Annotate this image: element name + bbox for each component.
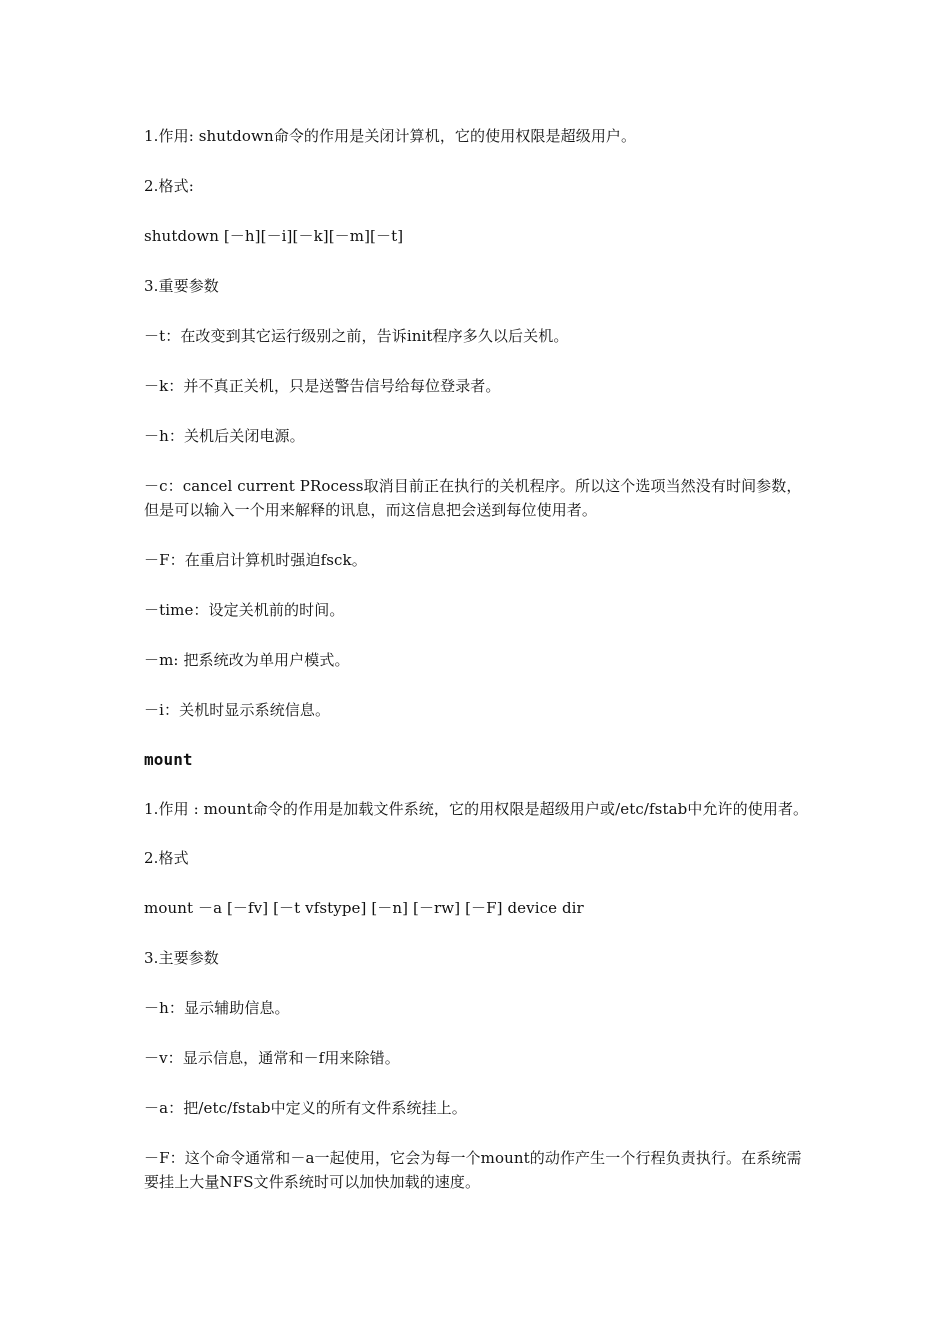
shutdown-param-time: －time：设定关机前的时间。 — [144, 601, 345, 619]
mount-param-a: －a：把/etc/fstab中定义的所有文件系统挂上。 — [144, 1099, 467, 1117]
shutdown-param-t: －t：在改变到其它运行级别之前，告诉init程序多久以后关机。 — [144, 327, 569, 345]
shutdown-param-m: －m: 把系统改为单用户模式。 — [144, 651, 350, 669]
mount-heading: mount — [144, 750, 193, 769]
shutdown-params-label: 3.重要参数 — [144, 277, 219, 295]
mount-param-F: －F：这个命令通常和－a一起使用，它会为每一个mount的动作产生一个行程负责执行。在系统需要挂上大量NFS文件系统时可以加快加载的速度。 — [144, 1149, 802, 1191]
shutdown-param-c: －c：cancel current PRocess取消目前正在执行的关机程序。所以这个选项当然没有时间参数，但是可以输入一个用来解释的讯息，而这信息把会送到每位使用者。 — [144, 477, 802, 519]
mount-param-h: －h：显示辅助信息。 — [144, 999, 290, 1017]
shutdown-param-F: －F：在重启计算机时强迫fsck。 — [144, 551, 367, 569]
shutdown-format: shutdown [－h][－i][－k][－m][－t] — [144, 227, 404, 245]
mount-params-label: 3.主要参数 — [144, 949, 219, 967]
mount-format: mount －a [－fv] [－t vfstype] [－n] [－rw] [－F] device dir — [144, 899, 584, 917]
shutdown-format-label: 2.格式: — [144, 177, 194, 195]
shutdown-param-h: －h：关机后关闭电源。 — [144, 427, 305, 445]
shutdown-param-i: －i：关机时显示系统信息。 — [144, 701, 331, 719]
mount-format-label: 2.格式 — [144, 849, 189, 867]
mount-usage: 1.作用 : mount命令的作用是加载文件系统，它的用权限是超级用户或/etc/fstab中允许的使用者。 — [144, 800, 809, 818]
mount-param-v: －v：显示信息，通常和－f用来除错。 — [144, 1049, 400, 1067]
shutdown-param-k: －k：并不真正关机，只是送警告信号给每位登录者。 — [144, 377, 501, 395]
shutdown-usage: 1.作用: shutdown命令的作用是关闭计算机，它的使用权限是超级用户。 — [144, 127, 637, 145]
